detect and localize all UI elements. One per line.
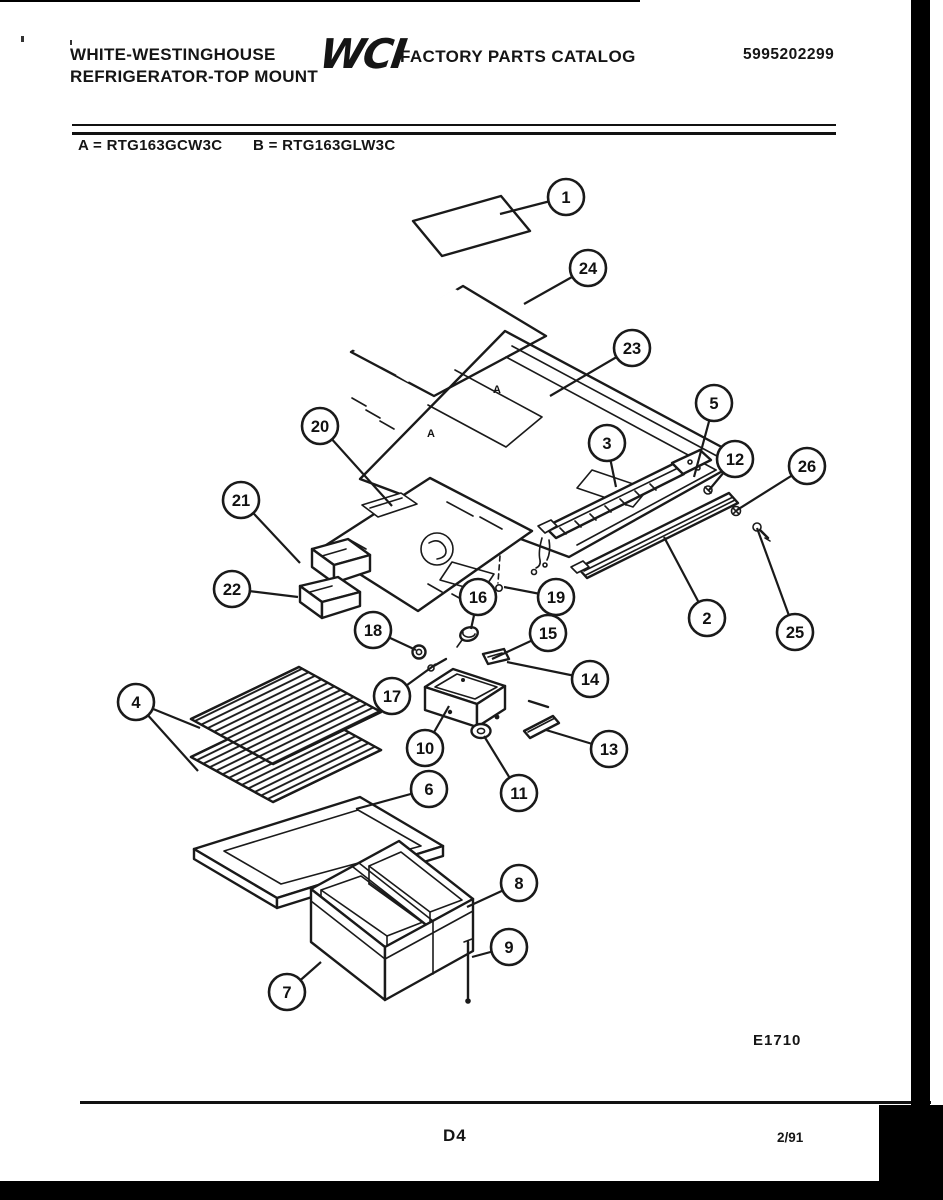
svg-text:20: 20 — [310, 418, 330, 436]
scan-corner-artifact — [879, 1105, 943, 1200]
callout-10 — [407, 730, 443, 766]
callout-1 — [548, 179, 584, 215]
part-mark-label: A — [427, 428, 435, 440]
scan-edge-right — [911, 0, 930, 1200]
callout-20 — [302, 408, 338, 444]
callout-22 — [214, 571, 250, 607]
callout-23 — [614, 330, 650, 366]
callout-15 — [530, 615, 566, 651]
catalog-title: FACTORY PARTS CATALOG — [400, 47, 636, 66]
scan-edge-top — [0, 0, 640, 2]
svg-text:19: 19 — [546, 589, 566, 607]
callout-6 — [411, 771, 447, 807]
brand-line-2: REFRIGERATOR-TOP MOUNT — [70, 67, 319, 86]
callout-3 — [589, 425, 625, 461]
callout-12 — [717, 441, 753, 477]
svg-text:21: 21 — [231, 492, 251, 510]
callout-16 — [460, 579, 496, 615]
svg-text:11: 11 — [510, 785, 528, 803]
svg-text:23: 23 — [622, 340, 642, 358]
callout-24 — [570, 250, 606, 286]
figure-code: E1710 — [753, 1032, 802, 1049]
callout-26 — [789, 448, 825, 484]
part-grommet-16 — [457, 625, 480, 647]
svg-text:16: 16 — [468, 589, 488, 607]
part-box-10 — [425, 669, 505, 727]
scan-edge-bottom — [0, 1181, 943, 1200]
scan-speck — [70, 40, 72, 45]
callout-4 — [118, 684, 154, 720]
svg-text:8: 8 — [514, 875, 524, 893]
part-mark-label: A — [493, 384, 501, 396]
svg-text:6: 6 — [424, 781, 434, 799]
svg-text:22: 22 — [222, 581, 242, 599]
svg-text:2: 2 — [702, 610, 712, 628]
callout-5 — [696, 385, 732, 421]
svg-text:5: 5 — [709, 395, 719, 413]
footer-rule — [80, 1101, 931, 1104]
svg-text:14: 14 — [580, 671, 600, 689]
svg-text:9: 9 — [504, 939, 514, 957]
issue-date: 2/91 — [777, 1130, 804, 1145]
callout-17 — [374, 678, 410, 714]
svg-text:25: 25 — [785, 624, 805, 642]
svg-text:18: 18 — [363, 622, 383, 640]
callout-21 — [223, 482, 259, 518]
callout-18 — [355, 612, 391, 648]
wci-logo: WCI — [316, 30, 408, 78]
svg-text:24: 24 — [578, 260, 598, 278]
callout-14 — [572, 661, 608, 697]
model-a-label: A = RTG163GCW3C — [78, 137, 223, 154]
callout-7 — [269, 974, 305, 1010]
svg-text:3: 3 — [602, 435, 612, 453]
part-nut-18 — [413, 646, 426, 659]
svg-text:17: 17 — [382, 688, 402, 706]
svg-text:10: 10 — [415, 740, 435, 758]
callouts-layer — [118, 179, 825, 1010]
callout-2 — [689, 600, 725, 636]
callout-19 — [538, 579, 574, 615]
part-grille-1 — [413, 196, 530, 256]
svg-text:7: 7 — [282, 984, 292, 1002]
part-bracket-22 — [300, 577, 360, 618]
callout-8 — [501, 865, 537, 901]
svg-text:13: 13 — [599, 741, 619, 759]
svg-text:26: 26 — [797, 458, 817, 476]
page-code: D4 — [443, 1126, 467, 1145]
brand-line-1: WHITE-WESTINGHOUSE — [70, 45, 276, 64]
publication-number: 5995202299 — [743, 46, 835, 63]
svg-text:12: 12 — [725, 451, 745, 469]
callout-9 — [491, 929, 527, 965]
scan-speck — [21, 36, 24, 42]
callout-13 — [591, 731, 627, 767]
callout-25 — [777, 614, 813, 650]
svg-text:4: 4 — [131, 694, 141, 712]
model-b-label: B = RTG163GLW3C — [253, 137, 396, 154]
svg-text:15: 15 — [538, 625, 558, 643]
svg-text:1: 1 — [561, 189, 571, 207]
callout-11 — [501, 775, 537, 811]
part-wire-shelves-4 — [191, 667, 381, 802]
